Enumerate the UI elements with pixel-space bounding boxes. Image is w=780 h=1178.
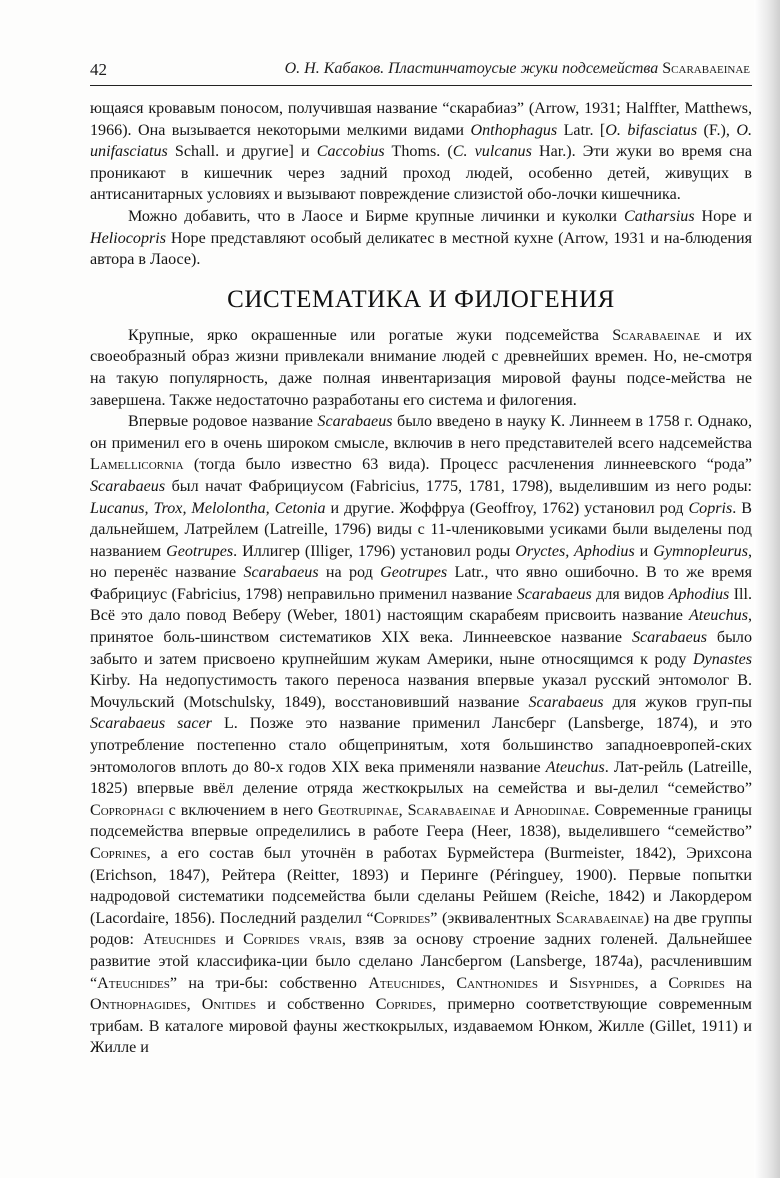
taxon-name: Scarabaeus <box>528 693 604 711</box>
taxon-small-caps: Onthophagides, Onitides <box>90 996 257 1014</box>
running-header <box>90 58 750 84</box>
taxon-small-caps: Sisyphides <box>569 974 635 992</box>
taxon-small-caps: Aphodiinae <box>513 801 586 819</box>
text-run: ющаяся кровавым поносом, получившая название “скарабиаз” (Arrow, 1931; Halffter, Matthews, 1966). Она вызывается некоторыми мелкими видами <box>90 100 752 139</box>
text-run: было забыто и затем присвоено крупнейшим жукам Америки, ныне относящимся к роду <box>90 629 752 668</box>
taxon-name: Onthophagus <box>470 121 558 139</box>
text-run: , а <box>634 974 669 992</box>
taxon-small-caps: Ateuchides <box>97 974 170 992</box>
text-run: Ill. Всё это дало повод Веберу (Weber, 1801) настоящим скарабеям присвоить название <box>90 585 752 625</box>
taxon-small-caps: Coprophagi <box>90 801 164 819</box>
taxon-name: Dynastes <box>693 650 752 668</box>
text-run: . Современные границы подсемейства впервые определились в работе Геера (Heer, 1838), выделившего “семейство” <box>90 801 752 841</box>
text-run: было введено в науку К. Линнеем в 1758 г. Однако, он применил его в очень широком смысле, включив в него представителей всего надсемейства <box>90 413 752 452</box>
text-run: и <box>495 801 514 819</box>
text-run: Schall. и другие] и <box>167 143 317 161</box>
text-run: Har.). Эти жуки во время сна проникают в кишечник через задний проход людей, особенно детей, живущих в антисанитарных условиях и вызывают повреждение слизистой обо-лочки кишечника. <box>90 143 752 204</box>
taxon-name: Scarabaeus <box>317 413 393 431</box>
taxon-name: Geotrupes <box>166 542 234 560</box>
taxon-small-caps: Ateuchides, Canthonides <box>368 974 539 992</box>
text-run: . Лат-рейль (Latreille, 1825) впервые ввёл деление отряда жесткокрылых на семейства и вы-делил “семейство” <box>90 758 752 798</box>
taxon-small-caps: Scarabaeinae <box>555 909 644 927</box>
text-run: (F.), <box>697 121 737 139</box>
taxon-name: Geotrupes <box>380 564 448 582</box>
text-run: на род <box>318 564 381 582</box>
text-run: L. Позже это название применил Лансберг (Lansberge, 1874), и это употребление постепенно стало общепринятым, хотя большинство западноевропей-ских энтомологов вплоть до 80-х годов XIX века применяли название <box>90 715 752 776</box>
text-run: , примерно соответствующие современным трибам. В каталоге мировой фауны жесткокрылых, издаваемом Юнком, Жилле (Gillet, 1911) и Жилле и <box>90 996 752 1057</box>
paragraph <box>90 206 752 271</box>
taxon-small-caps: Coprides <box>668 974 725 992</box>
paragraph <box>90 98 752 206</box>
text-run: Latr., что явно ошибочно. В то же время Фабрициус (Fabricius, 1798) неправильно применил название <box>90 564 752 603</box>
running-title-subfamily: Scarabaeinae <box>662 60 750 77</box>
taxon-small-caps: Geotrupinae, Scarabaeinae <box>317 801 496 819</box>
text-run: Latr. [ <box>557 121 606 139</box>
text-run: и <box>538 974 570 992</box>
taxon-small-caps: Coprides vrais <box>243 931 342 949</box>
taxon-name: Scarabaeus <box>90 477 166 495</box>
text-run: ” на три-бы: собственно <box>169 974 369 992</box>
text-run: и собственно <box>256 996 376 1014</box>
taxon-name: Scarabaeus <box>516 585 592 603</box>
paragraph <box>90 325 752 411</box>
text-run: , но перенёс название <box>90 542 752 582</box>
text-run: Впервые родовое название <box>128 413 318 431</box>
taxon-small-caps: Ateuchides <box>143 931 216 949</box>
text-body <box>90 98 752 1059</box>
header-rule <box>90 85 752 86</box>
taxon-name: C. vulcanus <box>452 143 532 161</box>
taxon-small-caps: Lamellicornia <box>90 456 184 474</box>
page-number: 42 <box>90 60 107 79</box>
taxon-name: Copris <box>688 499 733 517</box>
text-run: Thoms. ( <box>384 143 453 161</box>
text-run: для видов <box>591 585 669 603</box>
page-edge-shadow <box>754 0 780 1178</box>
text-run: ” (эквивалентных <box>430 909 556 927</box>
running-title-text: О. Н. Кабаков. Пластинчатоусые жуки подсемейства <box>284 60 663 77</box>
text-run: на <box>724 974 752 992</box>
text-run: и их своеобразный образ жизни привлекали внимание людей с древнейших времен. Но, не-смотря на такую популярность, даже полная инвентаризация мировой фауны подсе-мейства не завершена. Также недостаточно разработаны его система и филогения. <box>90 326 752 409</box>
taxon-name: Heliocopris <box>90 229 166 247</box>
taxon-name: Gymnopleurus <box>653 542 748 560</box>
taxon-small-caps: Scarabaeinae <box>612 326 701 344</box>
taxon-name: Scarabaeus sacer <box>90 715 212 733</box>
text-run: для жуков груп-пы <box>603 693 752 711</box>
text-run: , а его состав был уточнён в работах Бурмейстера (Burmeister, 1842), Эрихсона (Erichson, 1847), Рейтера (Reitter, 1893) и Перинге (Péringuey, 1900). Первые попытки надродовой систематики подсемейства были сделаны Рейшем (Reiche, 1842) и Лакордером (Lacordaire, 1856). Последний разделил “ <box>90 845 752 927</box>
taxon-name: Caccobius <box>316 143 385 161</box>
taxon-small-caps: Coprides <box>373 909 431 927</box>
text-run: , взяв за основу строение задних голеней. Дальнейшее развитие этой классифика-ции было сделано Лансбергом (Lansberge, 1874a), расчленившим “ <box>90 931 752 992</box>
text-run: Крупные, ярко окрашенные или рогатые жуки подсемейства <box>128 326 613 344</box>
taxon-name: Ateuchus <box>688 607 748 625</box>
taxon-small-caps: Coprides <box>375 996 433 1014</box>
text-run: Можно добавить, что в Лаосе и Бирме крупные личинки и куколки <box>128 207 624 225</box>
taxon-name: Ateuchus <box>545 758 605 776</box>
taxon-name: O. unifasciatus <box>90 121 752 161</box>
text-run: Hope представляют особый деликатес в местной кухне (Arrow, 1931 и на-блюдения автора в Лаосе). <box>90 229 752 269</box>
text-run: . Иллигер (Illiger, 1796) установил роды <box>233 542 516 560</box>
text-run: ) на две группы родов: <box>90 909 753 949</box>
taxon-name: Catharsius <box>623 207 695 225</box>
taxon-name: Oryctes, Aphodius <box>515 542 635 560</box>
text-run: , принятое боль-шинством систематиков XIX века. Линнеевское название <box>90 607 752 647</box>
text-run: и <box>634 542 654 560</box>
taxon-name: Scarabaeus <box>243 564 319 582</box>
taxon-name: Aphodius <box>668 585 730 603</box>
text-run: Hope и <box>694 207 752 225</box>
taxon-name: Lucanus, Trox, Melolontha, Cetonia <box>90 499 326 517</box>
text-run: . В дальнейшем, Латрейлем (Latreille, 1796) виды с 11-члениковыми усиками были выделены под названием <box>90 499 752 560</box>
section-title: СИСТЕМАТИКА И ФИЛОГЕНИЯ <box>227 285 615 313</box>
taxon-small-caps: Coprines <box>90 845 147 862</box>
running-title <box>285 60 750 78</box>
text-run: с включением в него <box>163 801 318 819</box>
text-run: (тогда было известно 63 вида). Процесс расчленения линнеевского “рода” <box>183 456 752 474</box>
taxon-name: O. bifasciatus <box>605 121 698 139</box>
text-run: и другие. Жоффруа (Geoffroy, 1762) установил род <box>325 499 689 517</box>
text-run: и <box>215 931 244 949</box>
text-run: Kirby. На недопустимость такого переноса названия впервые указал русский энтомолог В. Мочульский (Motschulsky, 1849), восстановивший название <box>90 672 752 711</box>
paragraph <box>90 411 752 1059</box>
taxon-name: Scarabaeus <box>631 629 708 647</box>
text-run: был начат Фабрициусом (Fabricius, 1775, 1781, 1798), выделившим из него роды: <box>165 477 752 495</box>
